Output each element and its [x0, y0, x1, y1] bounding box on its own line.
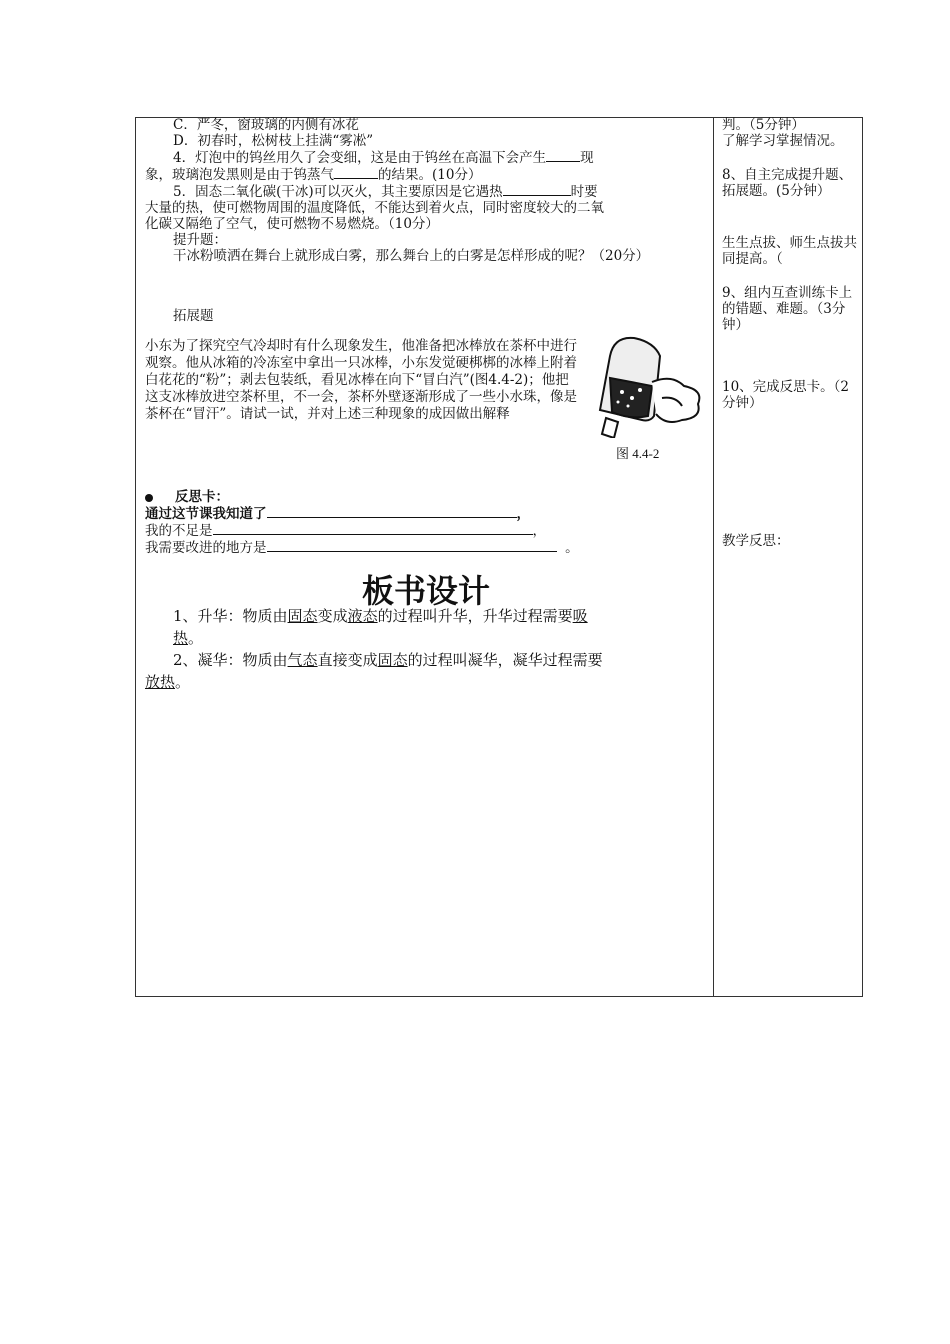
column-divider — [713, 117, 714, 997]
side-note-6: 10、完成反思卡。（2分钟） — [722, 379, 850, 411]
main-column — [145, 117, 707, 324]
board-design — [145, 605, 707, 693]
side-note-5: 9、组内互查训练卡上的错题、难题。（3分钟） — [722, 285, 853, 333]
advance-heading: 提升题： — [173, 232, 227, 248]
reflection-card — [145, 489, 705, 556]
side-column — [722, 117, 860, 549]
answer-blank[interactable] — [503, 183, 571, 196]
side-note-4: 生生点拔、师生点拔共同提高。（ — [722, 235, 857, 267]
question-4-cont: 象，玻璃泡发黑则是由于钨蒸气 的结果。(10分） — [145, 167, 482, 183]
board-line-1: 1、升华：物质由固态变成液态的过程叫升华，升华过程需要吸 — [173, 607, 588, 625]
reflection-title: 反思卡： — [145, 489, 705, 505]
reflection-line-3: 我需要改进的地方是 。 — [145, 540, 579, 556]
question-5-end: 化碳又隔绝了空气，使可燃物不易燃烧。（10分） — [145, 216, 439, 232]
board-design-title: 板书设计 — [361, 572, 490, 610]
answer-blank[interactable] — [546, 149, 580, 162]
side-note-3: 8、自主完成提升题、拓展题。(5分钟） — [722, 167, 853, 199]
extend-question: 小东为了探究空气冷却时有什么现象发生，他准备把冰棒放在茶杯中进行观察。他从冰箱的冷冻室中拿出一只冰棒，小东发觉硬梆梆的冰棒上附着白花花的“粉”；剥去包装纸，看见冰棒在向下“冒白汽”(图4.4-2)；他把这支冰棒放进空茶杯里，不一会，茶杯外壁逐渐形成了一些小水珠，像是茶杯在“冒汗”。请试一试，并对上述三种现象的成因做出解释 — [145, 338, 577, 422]
reflection-blank-1[interactable] — [267, 505, 517, 518]
question-4: 4．灯泡中的钨丝用久了会变细，这是由于钨丝在高温下会产生 现 — [173, 150, 594, 166]
board-line-2: 2、凝华：物质由气态直接变成固态的过程叫凝华，凝华过程需要 — [173, 651, 603, 669]
teaching-reflection: 教学反思： — [722, 533, 790, 549]
reflection-blank-2[interactable] — [213, 522, 533, 535]
reflection-line-2: 我的不足是 ， — [145, 523, 546, 539]
advance-question: 干冰粉喷洒在舞台上就形成白雾，那么舞台上的白雾是怎样形成的呢？（20分） — [173, 248, 650, 264]
question-5: 5．固态二氧化碳(干冰)可以灭火，其主要原因是它遇热 时要 — [173, 184, 598, 200]
popsicle-figure — [590, 326, 710, 438]
figure-caption: 图 4.4-2 — [616, 446, 660, 461]
board-line-2-cont: 放热。 — [145, 673, 191, 691]
question-5-cont: 大量的热，使可燃物周围的温度降低，不能达到着火点，同时密度较大的二氧 — [145, 200, 604, 216]
side-note-2: 了解学习掌握情况。 — [722, 133, 844, 149]
option-c: C．严冬，窗玻璃的内侧有冰花 — [173, 117, 359, 133]
reflection-blank-3[interactable] — [267, 539, 557, 552]
reflection-line-1: 通过这节课我知道了 ， — [145, 506, 530, 522]
bullet-icon — [145, 494, 153, 502]
option-d: D．初春时，松树枝上挂满“雾凇” — [173, 133, 374, 149]
board-line-1-cont: 热。 — [173, 629, 204, 647]
extend-heading: 拓展题 — [173, 308, 214, 324]
answer-blank[interactable] — [334, 166, 378, 179]
side-note-1: 判。（5分钟） — [722, 117, 805, 133]
